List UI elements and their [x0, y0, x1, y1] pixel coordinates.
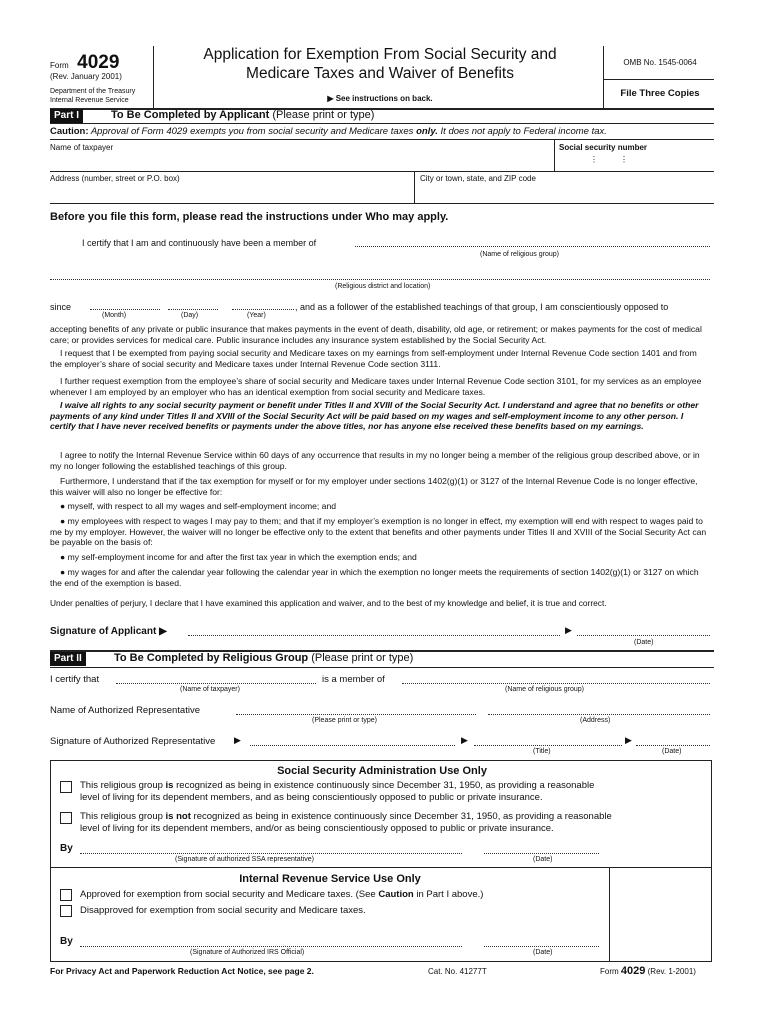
ssn-separators: ⋮⋮ [590, 155, 650, 164]
bullet-item-3: ● my self-employment income for and after the first tax year in which the exemption ends; and [60, 552, 417, 562]
part1-label: Part I [50, 109, 83, 123]
caution-label: Caution: [50, 126, 89, 137]
certify-that-label: I certify that [50, 674, 100, 685]
irs-by-label: By [60, 936, 73, 947]
ssa-signature-field[interactable] [80, 853, 462, 854]
ssa-is-checkbox[interactable] [60, 781, 72, 793]
caution-text: Caution: Approval of Form 4029 exempts you from social security and Medicare taxes only. It does not apply to Federal income tax. [50, 126, 607, 137]
taxpayer-name-field[interactable] [116, 683, 316, 684]
applicant-date-caption: (Date) [634, 639, 654, 646]
sig-rep-arrow: ▶ [234, 735, 241, 745]
form-number: 4029 [77, 52, 120, 73]
irs-approved-checkbox[interactable] [60, 889, 72, 901]
rep-date-caption: (Date) [662, 748, 682, 755]
print-caption: (Please print or type) [312, 717, 377, 724]
month-caption: (Month) [102, 312, 127, 319]
ssa-date-caption: (Date) [533, 856, 553, 863]
religious-group-name-field[interactable] [402, 683, 710, 684]
irs-signature-field[interactable] [80, 946, 462, 947]
agency-line2: Internal Revenue Service [50, 97, 129, 104]
perjury-statement: Under penalties of perjury, I declare that I have examined this application and waiver, and to the best of my knowledge and belief, it is true and correct. [50, 598, 607, 608]
irs-date-field[interactable] [484, 946, 599, 947]
part2-heading-text: To Be Completed by Religious Group [114, 652, 309, 664]
omb-number: OMB No. 1545-0064 [623, 58, 697, 67]
since-rest: , and as a follower of the established teachings of that group, I am conscientiously opposed to [295, 302, 669, 312]
footer-form-ref: Form 4029 (Rev. 1-2001) [600, 965, 696, 977]
religious-group-field[interactable] [355, 246, 710, 247]
irs-sig-caption: (Signature of Authorized IRS Official) [190, 949, 305, 956]
sig-rep-field[interactable] [250, 745, 455, 746]
ssa-option-is-not: This religious group is not recognized as being in existence continuously since December 31, 1950, as providing a reasonable level of living for its dependent members, and/or as being conscientiously opposed to public or private insurance. [80, 811, 612, 834]
month-field[interactable] [90, 309, 160, 310]
city-label: City or town, state, and ZIP code [420, 174, 536, 183]
ssn-label: Social security number [559, 143, 648, 152]
title-arrow: ▶ [461, 735, 468, 745]
file-copies: File Three Copies [620, 88, 700, 99]
bullet-item-4: ● my wages for and after the calendar year following the calendar year in which the exemption no longer meets the requirements of section 1402(g)(1) or 3127 on which the end of the exemption is based. [50, 567, 699, 588]
para-accepting: accepting benefits of any private or public insurance that makes payments in the event of death, disability, old age, or retirement; or makes payments for the cost of medical care; or provides services for medical care. Public insurance includes any insurance system established by the Social Security Act. [50, 324, 702, 345]
ssa-by-label: By [60, 843, 73, 854]
part1-heading-text: To Be Completed by Applicant [111, 109, 270, 121]
sig-rep-label: Signature of Authorized Representative [50, 736, 216, 747]
part1-heading-note: (Please print or type) [272, 109, 375, 121]
before-you-file-notice: Before you file this form, please read the instructions under Who may apply. [50, 211, 449, 223]
name-label: Name of taxpayer [50, 143, 114, 152]
ssa-is-not-checkbox[interactable] [60, 812, 72, 824]
form-title [160, 45, 600, 83]
auth-rep-label: Name of Authorized Representative [50, 705, 200, 716]
ssa-date-field[interactable] [484, 853, 599, 854]
title-line1: Application for Exemption From Social Security and [203, 46, 557, 63]
ssn-field[interactable] [560, 152, 710, 170]
instructions-note: ▶ See instructions on back. [327, 94, 433, 103]
title-caption: (Title) [533, 748, 551, 755]
para-waive: I waive all rights to any social security payment or benefit under Titles II and XVIII of the Social Security Act. I understand and agree that no benefits or other payments of any kind under Titles II and XVIII of the Social Security Act will be paid based on my wages and self-employment income to any other person. I certify that I have never received benefits or payments under the above titles, nor has anyone else received these benefits based on my earnings. [50, 400, 699, 432]
para-further: I further request exemption from the employee’s share of social security and Medicare taxes under Internal Revenue Code section 3101, for my services as an employee whenever I am employed by an employer who has an identical exemption from social security and Medicare taxes. [50, 376, 702, 397]
form-number-block [50, 52, 119, 74]
irs-heading: Internal Revenue Service Use Only [239, 873, 421, 885]
privacy-notice: For Privacy Act and Paperwork Reduction Act Notice, see page 2. [50, 966, 314, 976]
para-notify: I agree to notify the Internal Revenue Service within 60 days of any occurrence that results in my no longer being a member of the religious group described above, or in my no longer following the established teachings of this group. [50, 450, 700, 471]
day-field[interactable] [168, 309, 218, 310]
date-arrow-2: ▶ [625, 735, 632, 745]
religious-district-field[interactable] [50, 279, 710, 280]
para-request: I request that I be exempted from paying social security and Medicare taxes on my earnings from self-employment under Internal Revenue Code section 1401 and from the employer’s share of social security and Medicare taxes under Internal Revenue Code section 3111. [50, 348, 697, 369]
address-field[interactable] [50, 182, 410, 202]
taxpayer-name-caption: (Name of taxpayer) [180, 686, 240, 693]
bullet-item-2: ● my employees with respect to wages I may pay to them; and that if my employer’s exemption is no longer in effect, my exemption will end with respect to wages paid to me by my employer. However, the waiver will no longer be effective only to the extent that benefits and other payments under Titles II and XVIII of the Social Security Act can be payable on the basis of: [50, 516, 707, 548]
part1-heading [111, 109, 374, 121]
agency-line1: Department of the Treasury [50, 88, 136, 95]
irs-disapproved-checkbox[interactable] [60, 905, 72, 917]
certify-line1: I certify that I am and continuously have been a member of [82, 238, 317, 248]
bullet-item-1: ● myself, with respect to all my wages and self-employment income; and [60, 501, 337, 511]
applicant-signature-field[interactable] [188, 635, 560, 636]
part2-label: Part II [50, 652, 86, 666]
title-line2: Medicare Taxes and Waiver of Benefits [246, 65, 514, 82]
irs-date-caption: (Date) [533, 949, 553, 956]
ssa-option-is: This religious group is recognized as being in existence continuously since December 31, 1950, as providing a reasonable level of living for its dependent members, and as being conscientiously opposed to public or private insurance. [80, 780, 595, 803]
religious-group-caption: (Name of religious group) [480, 251, 559, 258]
since-label: since [50, 302, 72, 312]
irs-approved-label: Approved for exemption from social security and Medicare taxes. (See Caution in Part I above.) [80, 889, 484, 900]
name-field[interactable] [50, 150, 550, 170]
is-member-label: is a member of [322, 674, 385, 685]
year-field[interactable] [232, 309, 294, 310]
year-caption: (Year) [247, 312, 266, 319]
city-field[interactable] [420, 182, 710, 202]
catalog-number: Cat. No. 41277T [428, 967, 487, 976]
date-arrow: ▶ [565, 625, 572, 635]
rep-date-field[interactable] [636, 745, 710, 746]
ssa-sig-caption: (Signature of authorized SSA representative) [175, 856, 314, 863]
address-caption: (Address) [580, 717, 611, 724]
form-word: Form [50, 61, 69, 70]
religious-district-caption: (Religious district and location) [335, 283, 431, 290]
irs-disapproved-label: Disapproved for exemption from social security and Medicare taxes. [80, 905, 366, 916]
applicant-signature-label: Signature of Applicant ▶ [50, 626, 167, 637]
para-furthermore: Furthermore, I understand that if the tax exemption for myself or for my employer under sections 1402(g)(1) or 3127 of the Internal Revenue Code is no longer effective, this waiver will also no longer be effective for: [50, 476, 698, 497]
auth-rep-name-field[interactable] [236, 714, 476, 715]
part2-heading [114, 652, 413, 664]
revision-date: (Rev. January 2001) [50, 72, 122, 81]
rep-title-field[interactable] [474, 745, 622, 746]
group-name-caption: (Name of religious group) [505, 686, 584, 693]
auth-rep-address-field[interactable] [488, 714, 710, 715]
day-caption: (Day) [181, 312, 199, 319]
applicant-date-field[interactable] [577, 635, 710, 636]
part2-heading-note: (Please print or type) [311, 652, 414, 664]
address-label: Address (number, street or P.O. box) [50, 174, 180, 183]
ssa-heading: Social Security Administration Use Only [277, 765, 487, 777]
